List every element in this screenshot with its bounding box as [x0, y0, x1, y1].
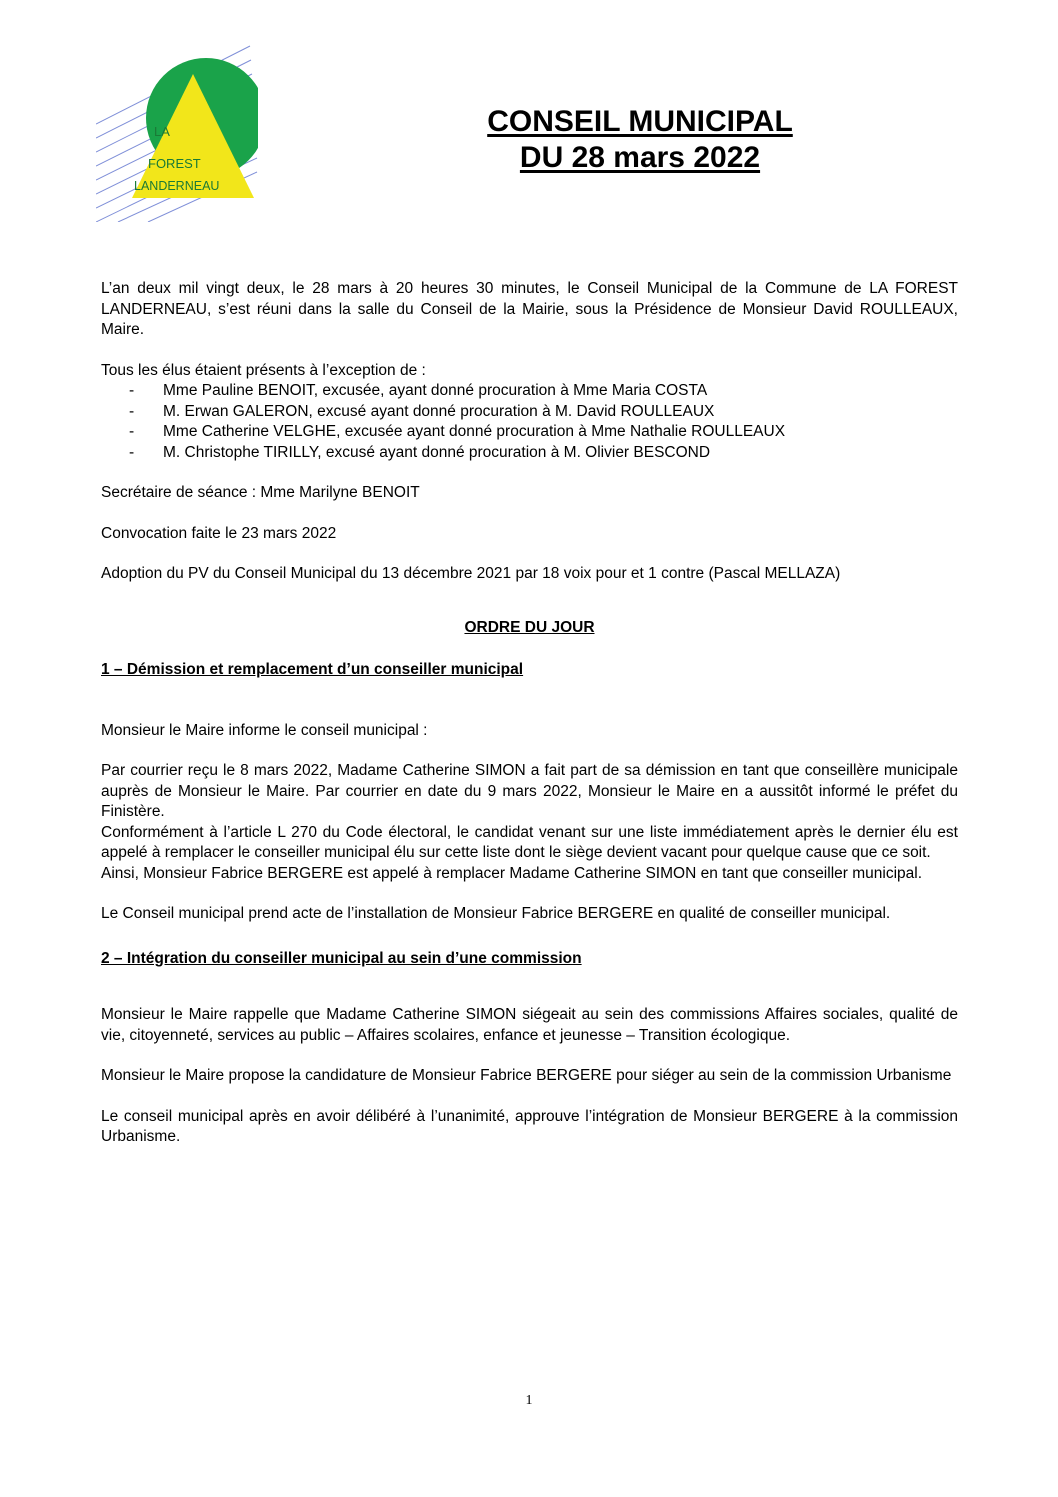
absentee-item: - M. Christophe TIRILLY, excusé ayant donné procuration à M. Olivier BESCOND — [101, 443, 958, 464]
adoption-paragraph: Adoption du PV du Conseil Municipal du 13 décembre 2021 par 18 voix pour et 1 contre (Pascal MELLAZA) — [101, 565, 841, 582]
document-body — [101, 279, 958, 1148]
section-1-paragraph: Ainsi, Monsieur Fabrice BERGERE est appelé à remplacer Madame Catherine SIMON en tant que conseiller municipal. — [101, 864, 923, 882]
logo-text-forest: FOREST — [148, 156, 201, 171]
section-2-heading: 2 – Intégration du conseiller municipal au sein d’une commission — [101, 949, 582, 967]
absentee-item: - Mme Pauline BENOIT, excusée, ayant donné procuration à Mme Maria COSTA — [101, 381, 958, 402]
convocation-line: Convocation faite le 23 mars 2022 — [101, 524, 337, 542]
absentees-list — [101, 381, 958, 463]
section-1-paragraph: Monsieur le Maire informe le conseil municipal : — [101, 721, 428, 739]
section-1-paragraph: Conformément à l’article L 270 du Code électoral, le candidat venant sur une liste immédiatement après le dernier élu est appelé à remplacer le conseiller municipal élu sur cette liste dont le siège devient vacant pour quelque cause que ce soit. — [101, 823, 958, 861]
commune-logo — [96, 44, 258, 222]
section-2-paragraph: Le conseil municipal après en avoir délibéré à l’unanimité, approuve l’intégration de Monsieur BERGERE à la commission Urbanisme. — [101, 1107, 958, 1145]
presence-lead: Tous les élus étaient présents à l’exception de : — [101, 361, 426, 379]
agenda-heading: ORDRE DU JOUR — [464, 618, 595, 636]
secretary-line: Secrétaire de séance : Mme Marilyne BENOIT — [101, 484, 420, 501]
section-2-paragraph: Monsieur le Maire rappelle que Madame Catherine SIMON siégeait au sein des commissions Affaires sociales, qualité de vie, citoyenneté, services au public – Affaires scolaires, enfance et jeunesse – Transition écologique. — [101, 1006, 958, 1044]
logo-text-landerneau: LANDERNEAU — [134, 179, 220, 193]
title-line-2: DU 28 mars 2022 — [519, 141, 761, 174]
section-1-paragraph: Le Conseil municipal prend acte de l’installation de Monsieur Fabrice BERGERE en qualité de conseiller municipal. — [101, 905, 891, 922]
section-2-paragraph: Monsieur le Maire propose la candidature de Monsieur Fabrice BERGERE pour siéger au sein de la commission Urbanisme — [101, 1067, 952, 1084]
page-number: 1 — [525, 1393, 533, 1408]
section-1-heading: 1 – Démission et remplacement d’un conseiller municipal — [101, 661, 524, 678]
logo-text-la: LA — [154, 124, 170, 139]
section-1-paragraph: Par courrier reçu le 8 mars 2022, Madame Catherine SIMON a fait part de sa démission en tant que conseillère municipale auprès de Monsieur le Maire. Par courrier en date du 9 mars 2022, Monsieur le Maire en a aussitôt informé le préfet du Finistère. — [101, 762, 958, 820]
document-title — [440, 104, 840, 176]
title-line-1: CONSEIL MUNICIPAL — [487, 105, 793, 138]
absentee-item: - M. Erwan GALERON, excusé ayant donné procuration à M. David ROULLEAUX — [101, 402, 958, 423]
absentee-item: - Mme Catherine VELGHE, excusée ayant donné procuration à Mme Nathalie ROULLEAUX — [101, 422, 958, 443]
intro-paragraph: L’an deux mil vingt deux, le 28 mars à 20 heures 30 minutes, le Conseil Municipal de la Commune de LA FOREST LANDERNEAU, s’est réuni dans la salle du Conseil de la Mairie, sous la Présidence de Monsieur David ROULLEAUX, Maire. — [101, 280, 958, 338]
